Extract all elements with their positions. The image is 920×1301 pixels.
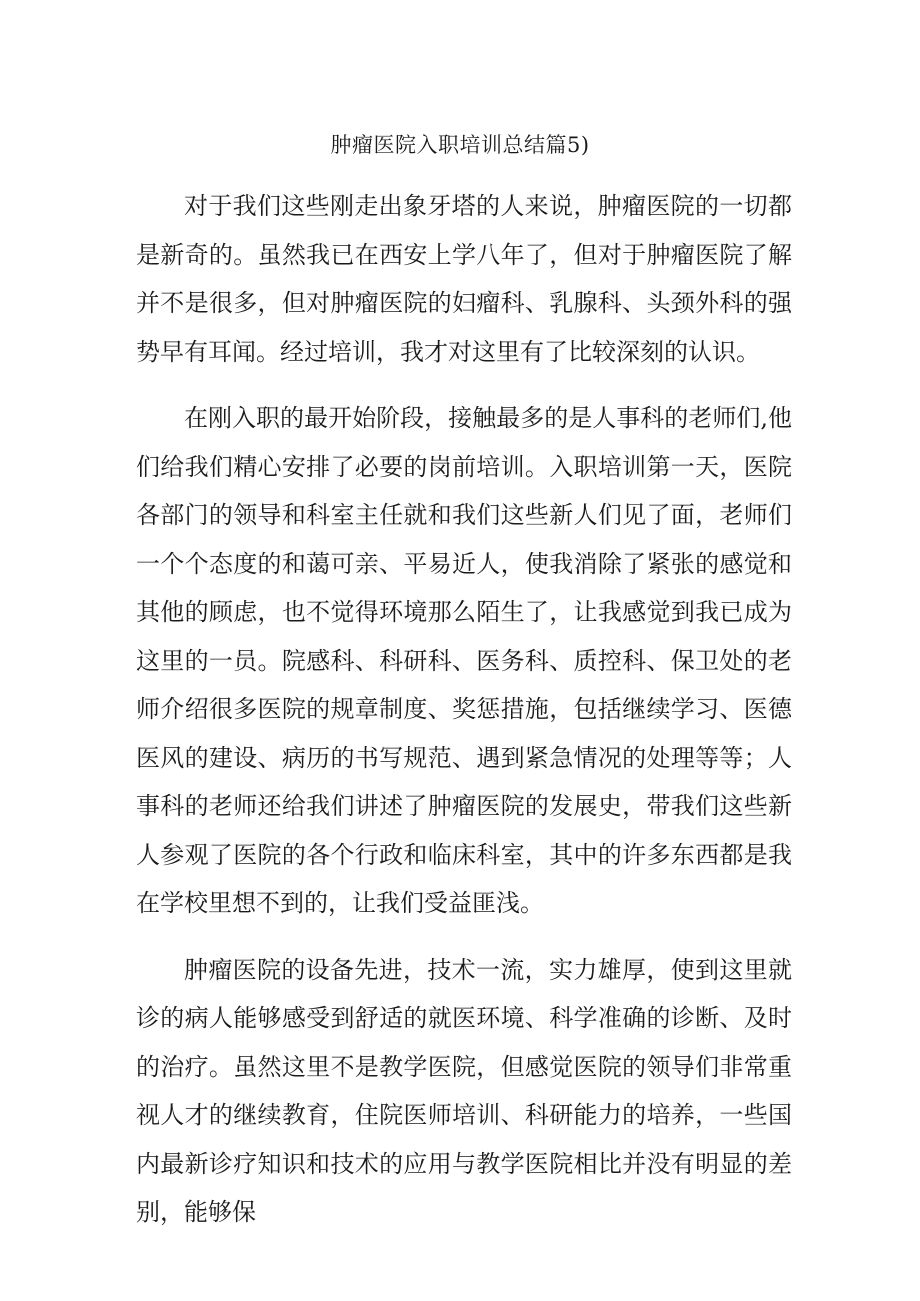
document-body xyxy=(136,182,792,1255)
paragraph-1: 对于我们这些刚走出象牙塔的人来说，肿瘤医院的一切都是新奇的。虽然我已在西安上学八年了，但对于肿瘤医院了解并不是很多，但对肿瘤医院的妇瘤科、乳腺科、头颈外科的强势早有耳闻。经过培训，我才对这里有了比较深刻的认识。 xyxy=(136,192,792,366)
document-title: 肿瘤医院入职培训总结篇5) xyxy=(330,133,590,157)
paragraph-3: 肿瘤医院的设备先进，技术一流，实力雄厚，使到这里就诊的病人能够感受到舒适的就医环境、科学准确的诊断、及时的治疗。虽然这里不是教学医院，但感觉医院的领导们非常重视人才的继续教育，住院医师培训、科研能力的培养，一些国内最新诊疗知识和技术的应用与教学医院相比并没有明显的差别，能够保 xyxy=(136,955,792,1226)
paragraph-2: 在刚入职的最开始阶段，接触最多的是人事科的老师们,他们给我们精心安排了必要的岗前培训。入职培训第一天，医院各部门的领导和科室主任就和我们这些新人们见了面，老师们一个个态度的和蔼可亲、平易近人，使我消除了紧张的感觉和其他的顾虑，也不觉得环境那么陌生了，让我感觉到我已成为这里的一员。院感科、科研科、医务科、质控科、保卫处的老师介绍很多医院的规章制度、奖惩措施，包括继续学习、医德医风的建设、病历的书写规范、遇到紧急情况的处理等等；人事科的老师还给我们讲述了肿瘤医院的发展史，带我们这些新人参观了医院的各个行政和临床科室，其中的许多东西都是我在学校里想不到的，让我们受益匪浅。 xyxy=(136,404,792,917)
